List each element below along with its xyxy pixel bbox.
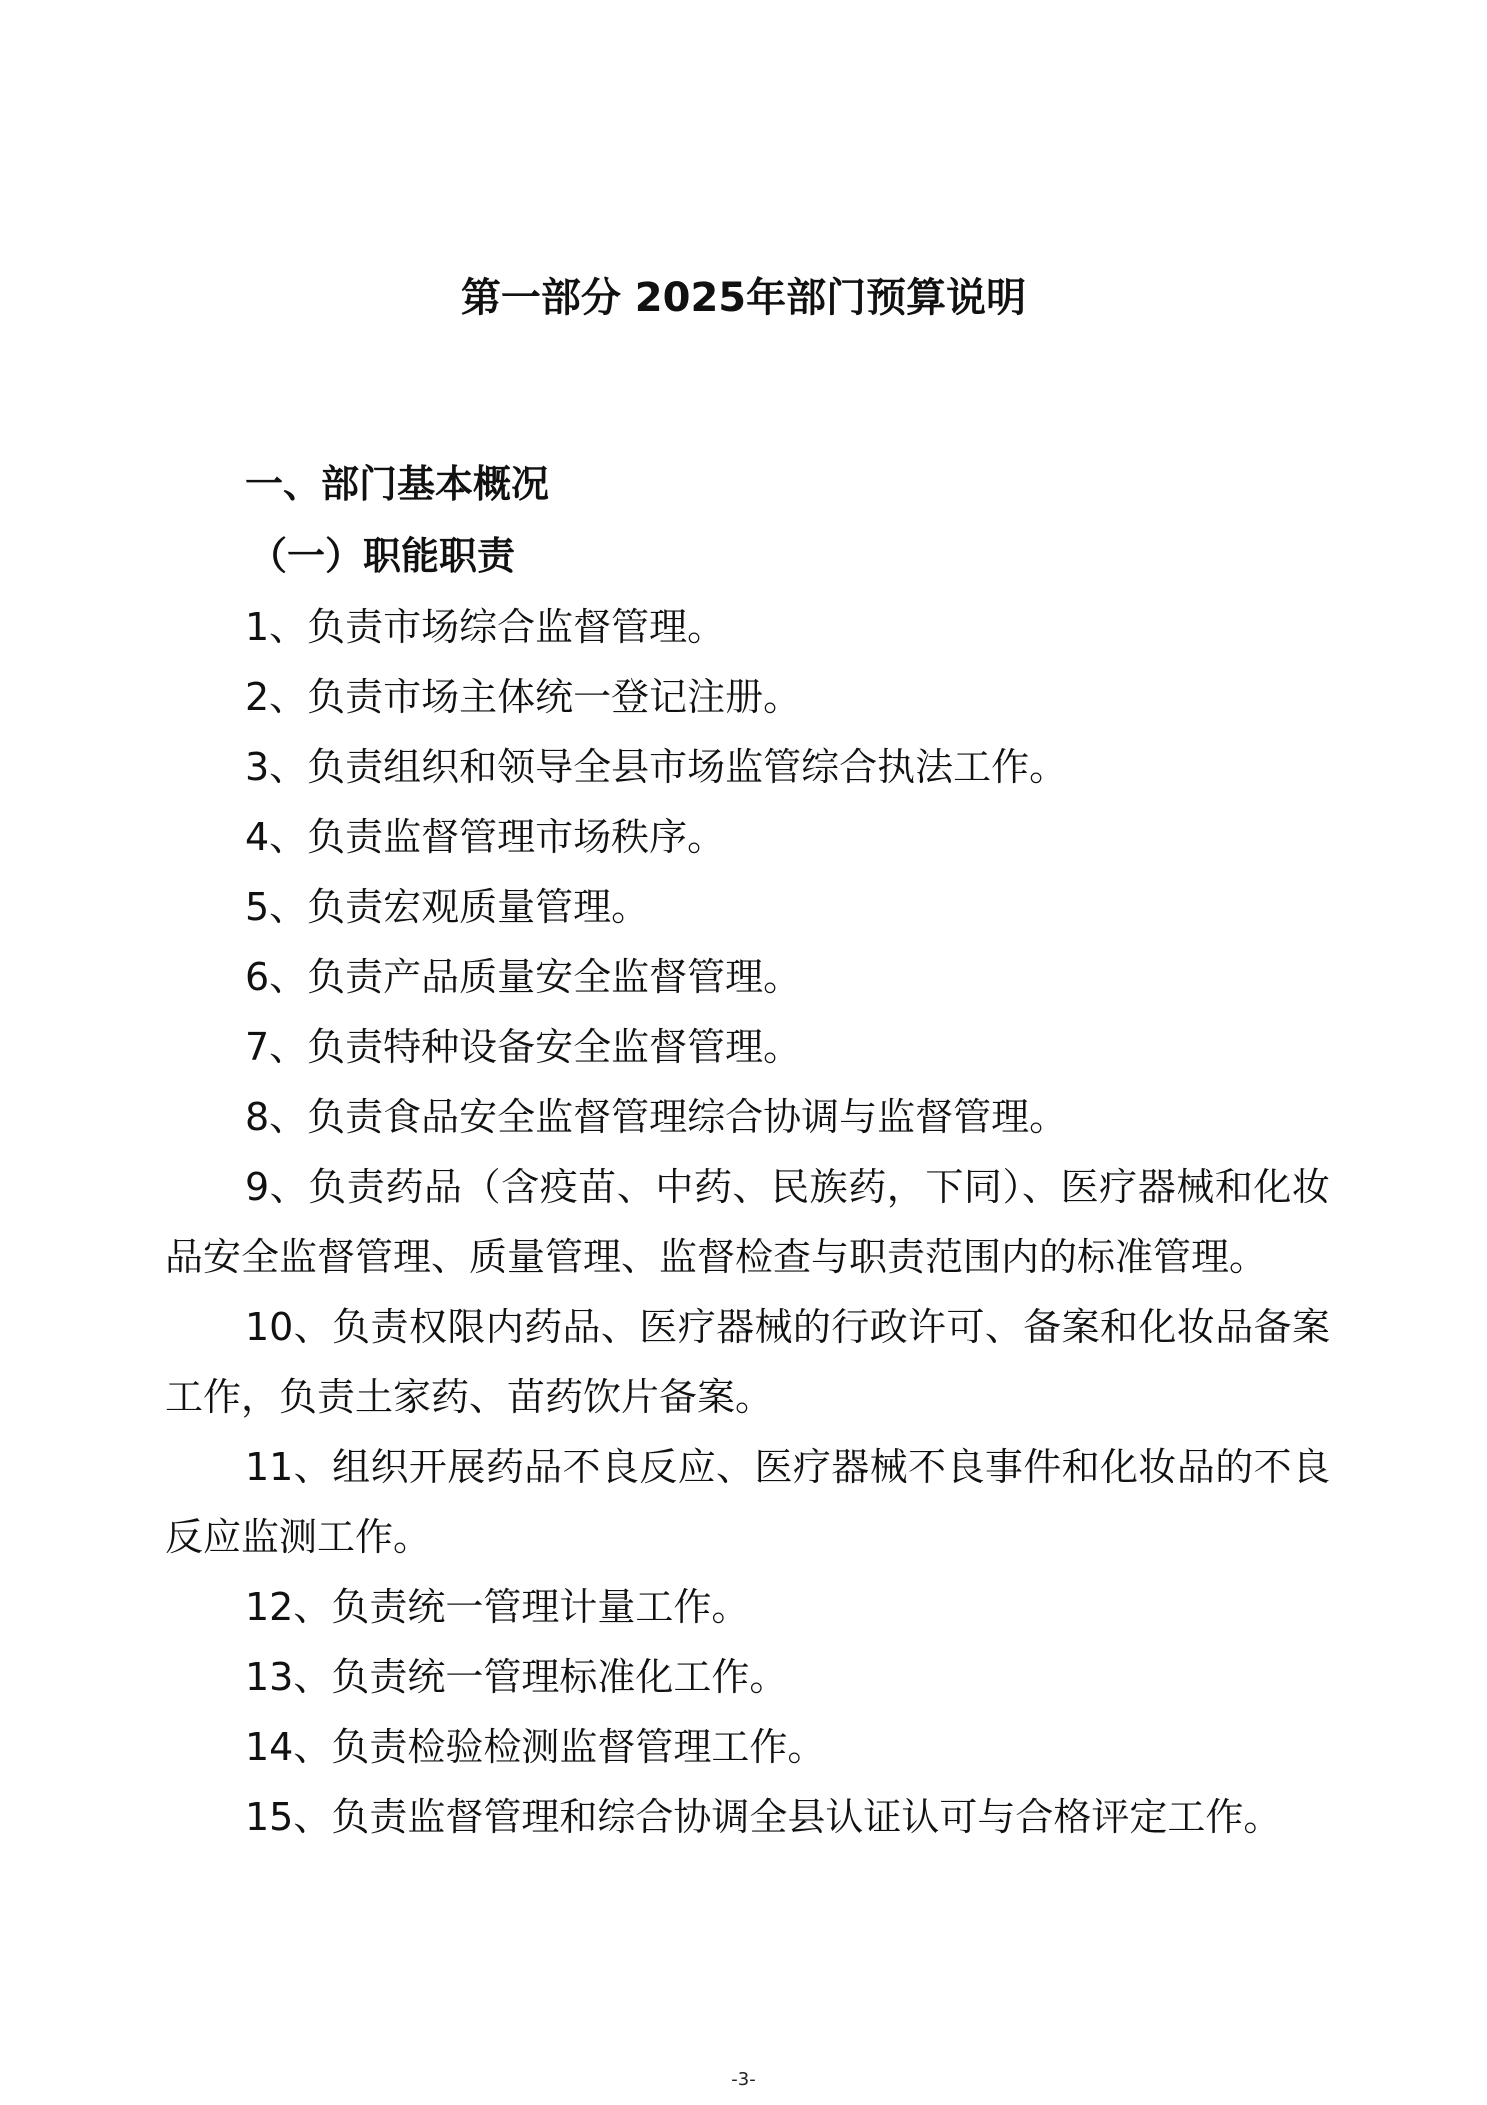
duty-item-4: 4、负责监督管理市场秩序。 xyxy=(245,815,726,859)
duty-item-2: 2、负责市场主体统一登记注册。 xyxy=(245,675,802,719)
duty-item-8: 8、负责食品安全监督管理综合协调与监督管理。 xyxy=(245,1095,1068,1139)
page-number: -3- xyxy=(731,2069,756,2090)
document-body xyxy=(165,448,1330,1852)
duty-item-1: 1、负责市场综合监督管理。 xyxy=(245,605,726,649)
page-title: 第一部分 2025年部门预算说明 xyxy=(460,275,1027,321)
duty-list xyxy=(165,592,1330,1852)
section-heading: 一、部门基本概况 xyxy=(245,462,550,506)
duty-item-9: 9、负责药品（含疫苗、中药、民族药，下同）、医疗器械和化妆品安全监督管理、质量管理、监督检查与职责范围内的标准管理。 xyxy=(165,1165,1330,1279)
subsection-heading: （一）职能职责 xyxy=(249,534,516,578)
duty-item-15: 15、负责监督管理和综合协调全县认证认可与合格评定工作。 xyxy=(245,1795,1282,1839)
duty-item-13: 13、负责统一管理标准化工作。 xyxy=(245,1655,788,1699)
duty-item-3: 3、负责组织和领导全县市场监管综合执法工作。 xyxy=(245,745,1068,789)
duty-item-11: 11、组织开展药品不良反应、医疗器械不良事件和化妆品的不良反应监测工作。 xyxy=(165,1445,1330,1559)
duty-item-5: 5、负责宏观质量管理。 xyxy=(245,885,650,929)
duty-item-14: 14、负责检验检测监督管理工作。 xyxy=(245,1725,826,1769)
duty-item-6: 6、负责产品质量安全监督管理。 xyxy=(245,955,802,999)
duty-item-7: 7、负责特种设备安全监督管理。 xyxy=(245,1025,802,1069)
duty-item-10: 10、负责权限内药品、医疗器械的行政许可、备案和化妆品备案工作，负责土家药、苗药饮片备案。 xyxy=(165,1305,1330,1419)
duty-item-12: 12、负责统一管理计量工作。 xyxy=(245,1585,750,1629)
